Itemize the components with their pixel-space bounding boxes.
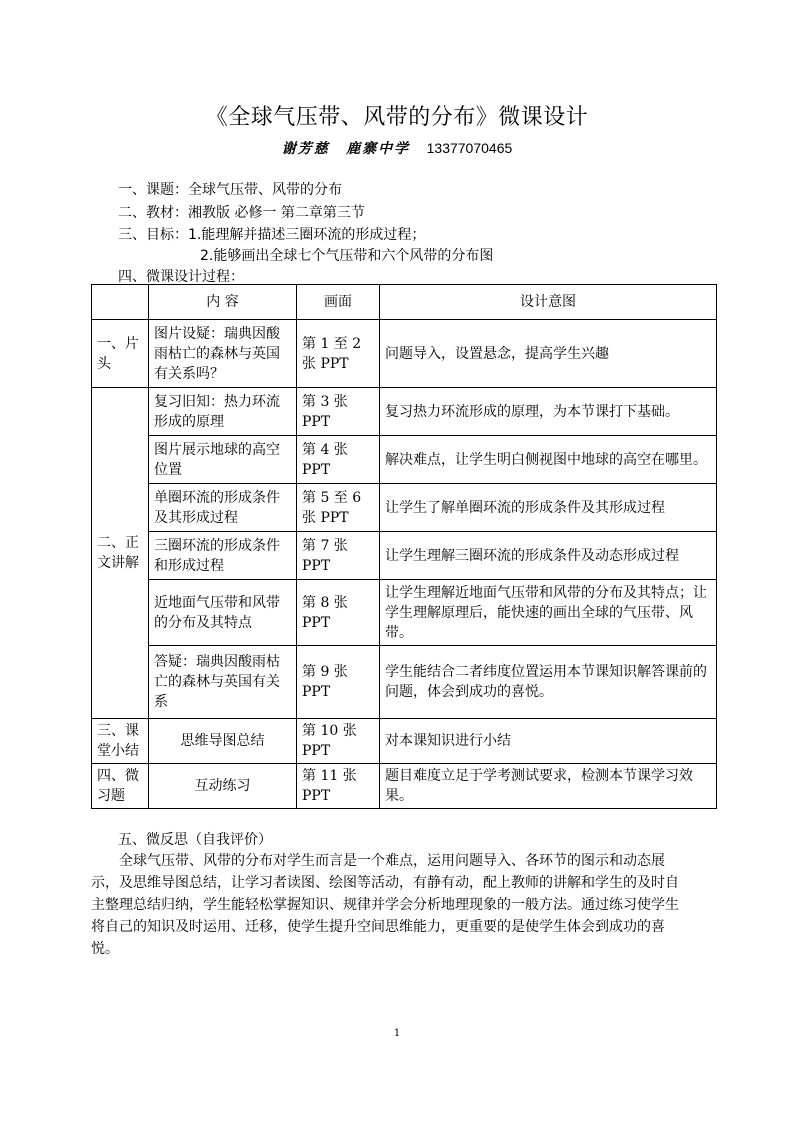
intro-goal-1: 三、目标：1.能理解并描述三圈环流的形成过程； [118, 227, 426, 243]
cell-content: 答疑：瑞典因酸雨枯亡的森林与英国有关系 [149, 646, 297, 719]
author-school: 鹿寨中学 [346, 141, 411, 157]
table-row [92, 764, 717, 809]
cell-intent: 让学生了解单圈环流的形成条件及其形成过程 [380, 484, 717, 532]
reflection-body: 全球气压带、风带的分布对学生而言是一个难点，运用问题导入、各环节的图示和动态展示，及思维导图总结，让学习者读图、绘图等活动，有静有动，配上教师的讲解和学生的及时自主整理总结归纳，学生能轻松掌握知识、规律并学会分析地理现象的一般方法。通过练习使学生将自己的知识及时运用、迁移，使学生提升空间思维能力，更重要的是使学生体会到成功的喜悦。 [91, 853, 679, 957]
cell-screen: 第 5 至 6 张 PPT [297, 484, 380, 532]
table-row [92, 580, 717, 646]
cell-content: 复习旧知：热力环流形成的原理 [149, 388, 297, 436]
cell-content: 三圈环流的形成条件和形成过程 [149, 532, 297, 580]
cell-intent: 解决难点，让学生明白侧视图中地球的高空在哪里。 [380, 436, 717, 484]
cell-screen: 第 1 至 2 张 PPT [297, 320, 380, 388]
table-row [92, 436, 717, 484]
section-label: 四、微习题 [92, 764, 149, 809]
cell-content: 单圈环流的形成条件及其形成过程 [149, 484, 297, 532]
cell-content: 近地面气压带和风带的分布及其特点 [149, 580, 297, 646]
table-row [92, 484, 717, 532]
cell-screen: 第 3 张 PPT [297, 388, 380, 436]
cell-screen: 第 7 张 PPT [297, 532, 380, 580]
author-name: 谢芳慈 [281, 141, 330, 157]
table-header-row [92, 285, 717, 320]
cell-content: 思维导图总结 [149, 719, 297, 764]
cell-screen: 第 10 张 PPT [297, 719, 380, 764]
section-label: 二、正文讲解 [92, 388, 149, 719]
reflection-heading: 五、微反思（自我评价） [118, 832, 272, 848]
table-row [92, 719, 717, 764]
cell-screen: 第 11 张 PPT [297, 764, 380, 809]
table-row [92, 532, 717, 580]
cell-screen: 第 9 张 PPT [297, 646, 380, 719]
cell-content: 图片设疑：瑞典因酸雨枯亡的森林与英国有关系吗？ [149, 320, 297, 388]
cell-intent: 复习热力环流形成的原理，为本节课打下基础。 [380, 388, 717, 436]
header-section [92, 285, 149, 320]
cell-content: 图片展示地球的高空位置 [149, 436, 297, 484]
header-screen: 画面 [297, 285, 380, 320]
intro-process-heading: 四、微课设计过程： [118, 269, 244, 285]
table-row [92, 646, 717, 719]
intro-textbook: 二、教材：湘教版 必修一 第二章第三节 [118, 205, 365, 221]
cell-screen: 第 4 张 PPT [297, 436, 380, 484]
intro-goal-2: 2.能够画出全球七个气压带和六个风带的分布图 [200, 248, 494, 264]
cell-intent: 题目难度立足于学考测试要求，检测本节课学习效果。 [380, 764, 717, 809]
cell-intent: 对本课知识进行小结 [380, 719, 717, 764]
cell-screen: 第 8 张 PPT [297, 580, 380, 646]
header-intent: 设计意图 [380, 285, 717, 320]
cell-content: 互动练习 [149, 764, 297, 809]
table-row [92, 320, 717, 388]
cell-intent: 让学生理解三圈环流的形成条件及动态形成过程 [380, 532, 717, 580]
section-label: 一、片头 [92, 320, 149, 388]
author-line [0, 138, 794, 158]
page-number: 1 [393, 1028, 401, 1039]
section-label: 三、课堂小结 [92, 719, 149, 764]
page-title: 《全球气压带、风带的分布》微课设计 [205, 105, 589, 130]
cell-intent: 学生能结合二者纬度位置运用本节课知识解答课前的问题，体会到成功的喜悦。 [380, 646, 717, 719]
table-row [92, 388, 717, 436]
cell-intent: 问题导入，设置悬念，提高学生兴趣 [380, 320, 717, 388]
cell-intent: 让学生理解近地面气压带和风带的分布及其特点；让学生理解原理后，能快速的画出全球的气压带、风带。 [380, 580, 717, 646]
header-content: 内 容 [149, 285, 297, 320]
intro-topic: 一、课题：全球气压带、风带的分布 [118, 182, 342, 198]
author-phone: 13377070465 [426, 140, 513, 156]
design-table [91, 284, 717, 809]
